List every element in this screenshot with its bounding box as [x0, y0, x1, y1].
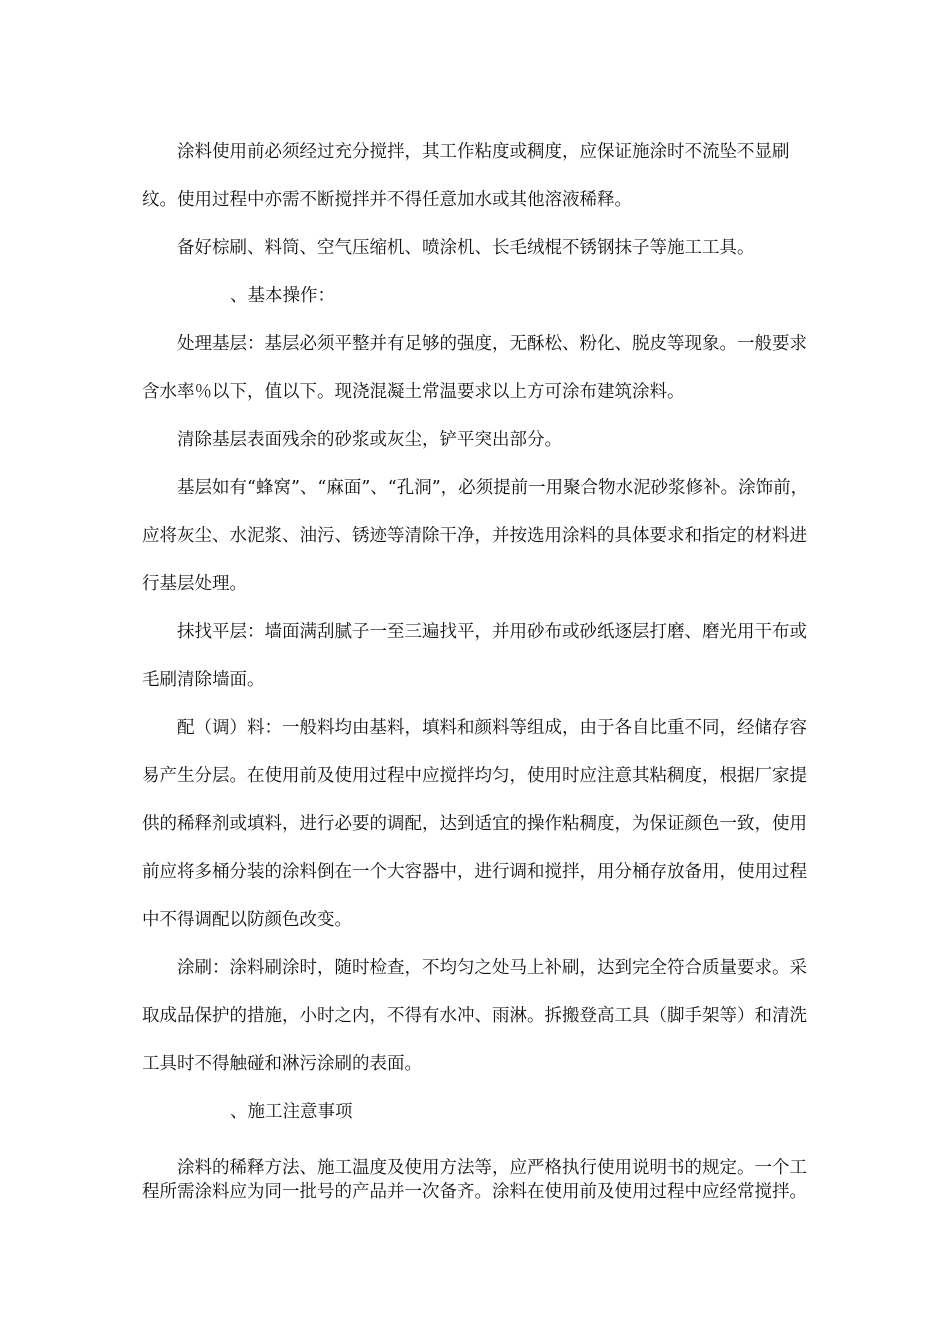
section-heading-precautions: 、施工注意事项	[230, 1102, 353, 1122]
section-heading-basic-operation: 、基本操作：	[230, 286, 335, 306]
paragraph-leveling: 抹找平层：墙面满刮腻子一至三遍找平，并用砂布或砂纸逐层打磨、磨光用干布或毛刷清除墙面。	[142, 622, 807, 690]
paragraph-tools: 备好棕刷、料筒、空气压缩机、喷涂机、长毛绒棍不锈钢抹子等施工工具。	[177, 238, 755, 258]
paragraph-brushing: 涂刷：涂料刷涂时，随时检查，不均匀之处马上补刷，达到完全符合质量要求。采取成品保护的措施，小时之内，不得有水冲、雨淋。拆搬登高工具（脚手架等）和清洗工具时不得触碰和淋污涂刷的表面。	[142, 958, 807, 1074]
paragraph-precautions: 涂料的稀释方法、施工温度及使用方法等，应严格执行使用说明书的规定。一个工程所需涂料应为同一批号的产品并一次备齐。涂料在使用前及使用过程中应经常搅拌。	[142, 1158, 807, 1202]
paragraph-repair-base: 基层如有“蜂窝”、“麻面”、“孔洞”，必须提前一用聚合物水泥砂浆修补。涂饰前，应将灰尘、水泥浆、油污、锈迹等清除干净，并按选用涂料的具体要求和指定的材料进行基层处理。	[142, 478, 809, 594]
paragraph-stirring: 涂料使用前必须经过充分搅拌，其工作粘度或稠度，应保证施涂时不流坠不显刷纹。使用过程中亦需不断搅拌并不得任意加水或其他溶液稀释。	[142, 142, 790, 210]
paragraph-mixing: 配（调）料：一般料均由基料，填料和颜料等组成，由于各自比重不同，经储存容易产生分层。在使用前及使用过程中应搅拌均匀，使用时应注意其粘稠度，根据厂家提供的稀释剂或填料，进行必要的调配，达到适宜的操作粘稠度，为保证颜色一致，使用前应将多桶分装的涂料倒在一个大容器中，进行调和搅拌，用分桶存放备用，使用过程中不得调配以防颜色改变。	[142, 718, 807, 930]
paragraph-base-treatment: 处理基层：基层必须平整并有足够的强度，无酥松、粉化、脱皮等现象。一般要求含水率％以下，值以下。现浇混凝土常温要求以上方可涂布建筑涂料。	[142, 334, 807, 402]
paragraph-clean-base: 清除基层表面残余的砂浆或灰尘，铲平突出部分。	[177, 430, 562, 450]
